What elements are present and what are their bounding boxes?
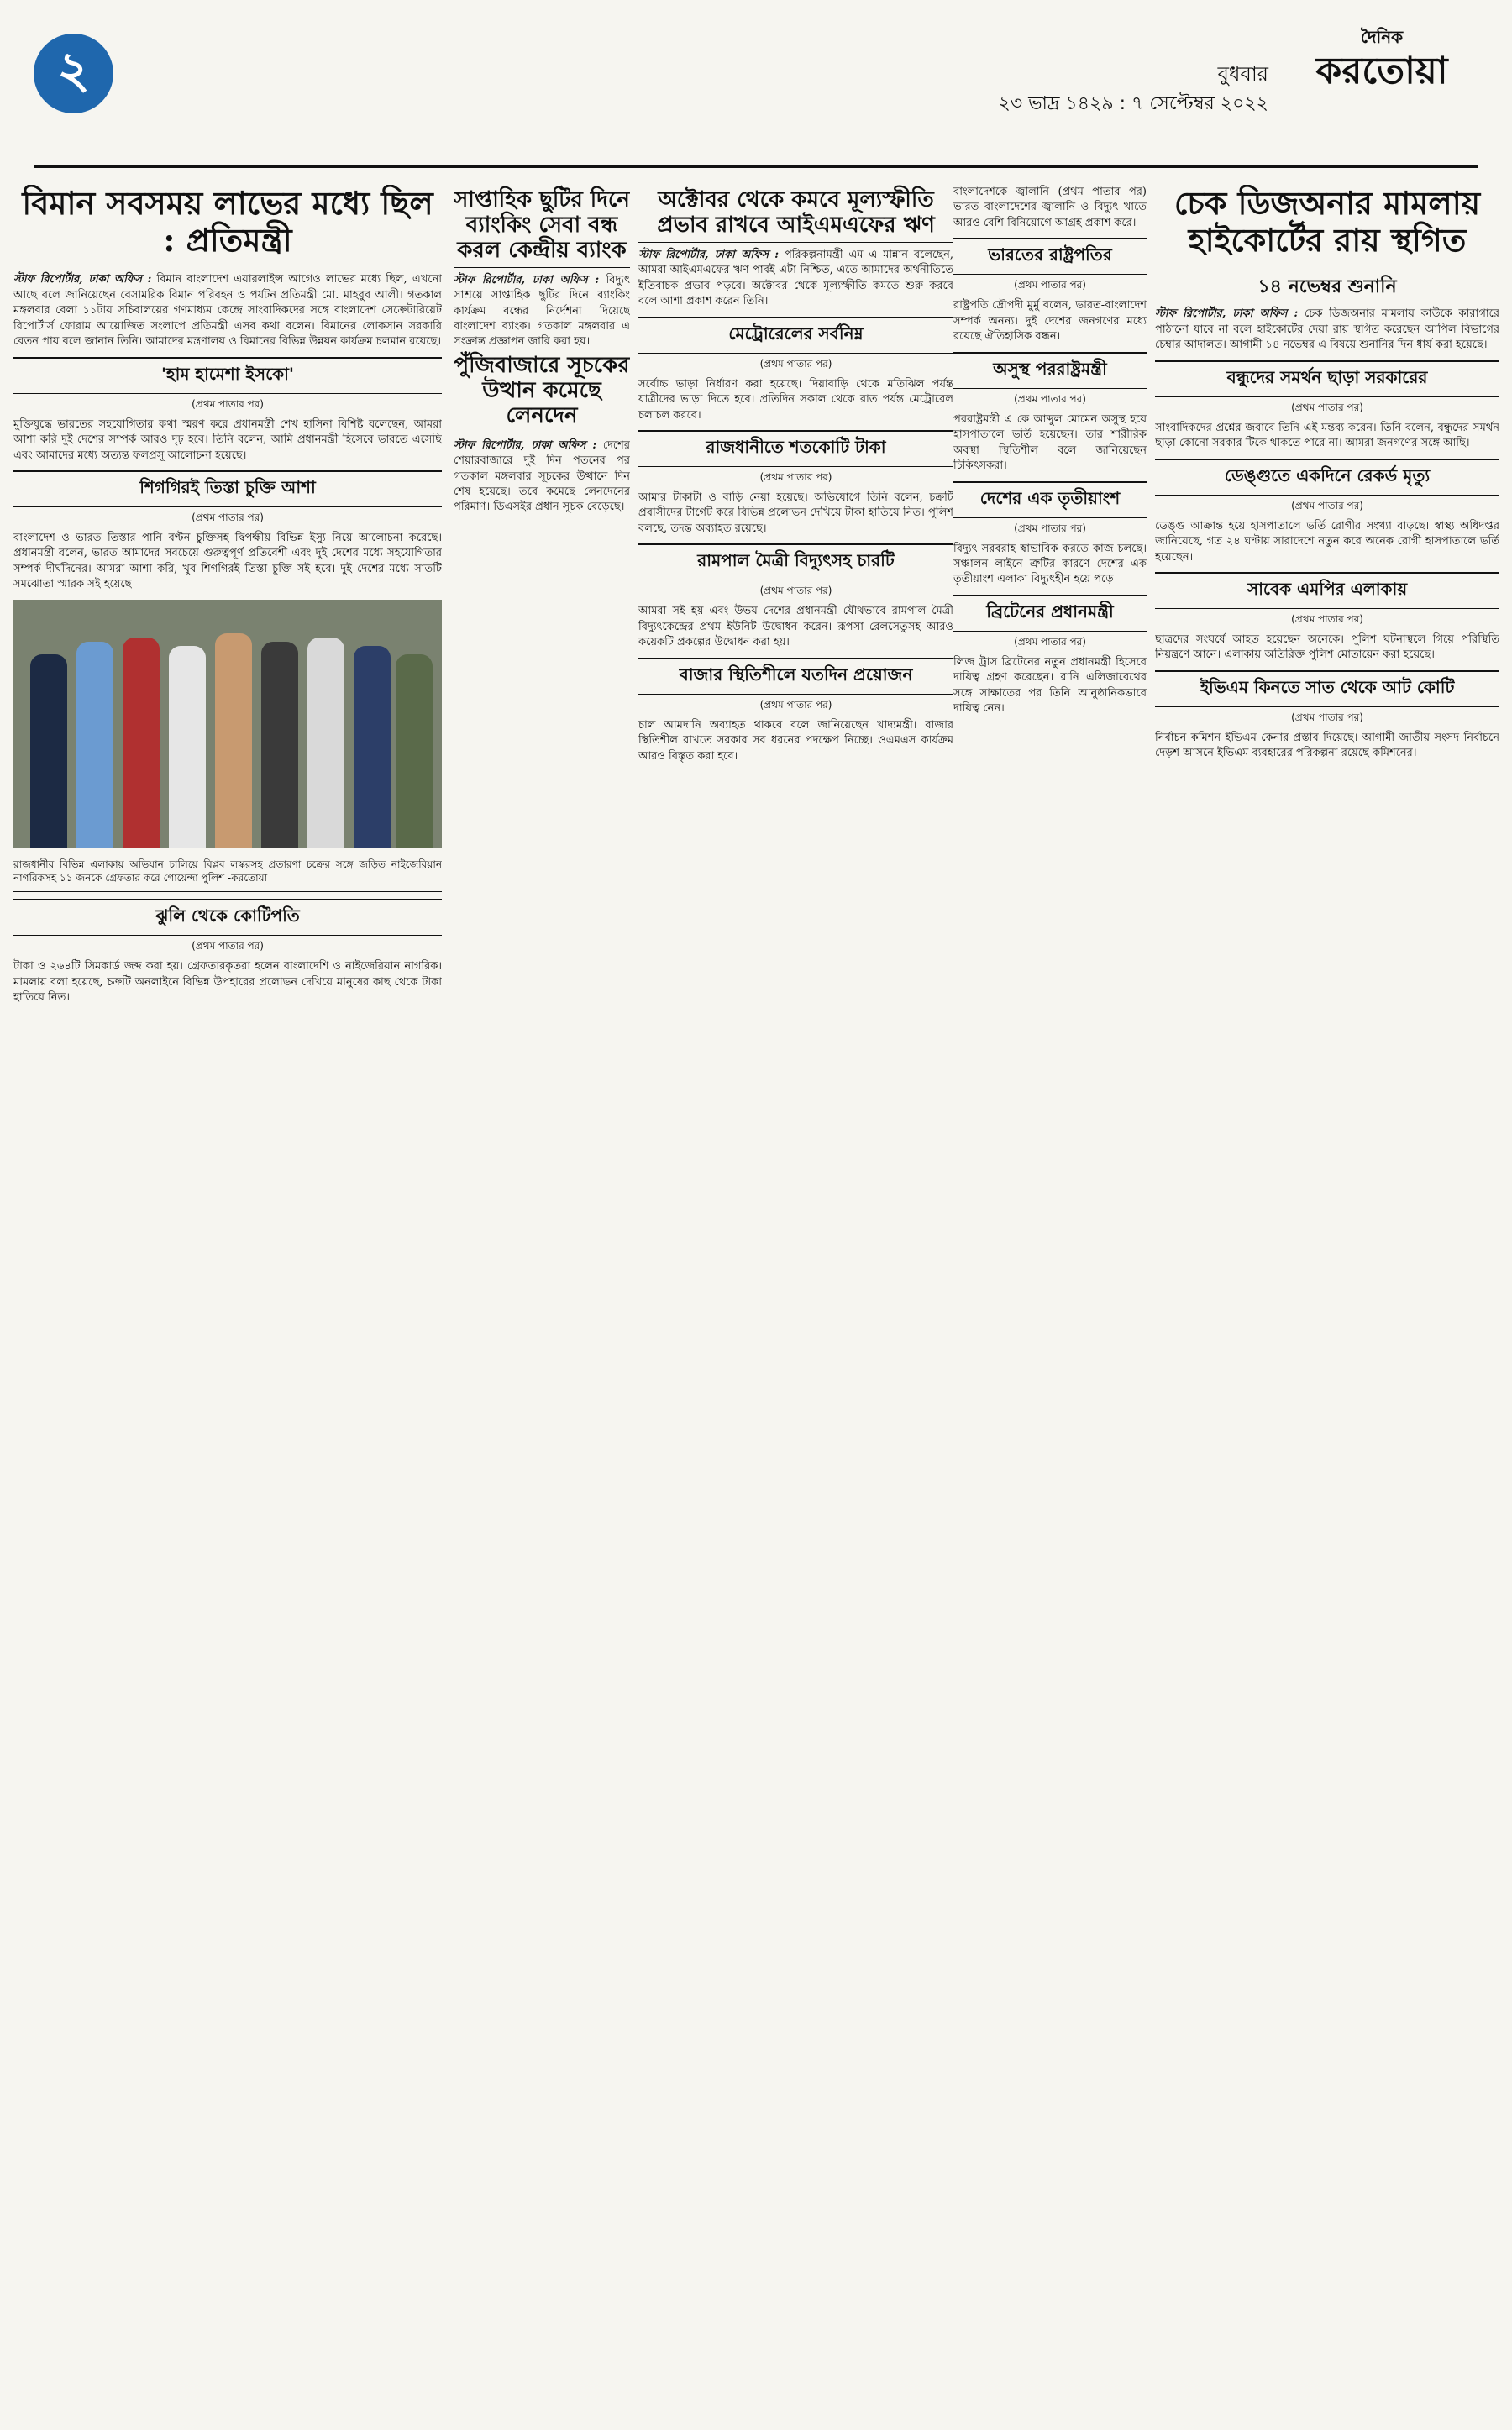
article-text: বিমান বাংলাদেশ এয়ারলাইন্স আগেও লাভের মধ্যে ছিল, এখনো আছে বলে জানিয়েছেন বেসামরিক বিমান পরিবহন ও পর্যটন প্রতিমন্ত্রী মো. মাহবুব আলী। গতকাল মঙ্গলবার বেলা ১১টায় সচিবালয়ের গণমাধ্যম কেন্দ্রে সাংবাদিকদের সঙ্গে বাংলাদেশ সেক্রেটারিয়েট রিপোর্টার্স ফোরাম আয়োজিত সংলাপে প্রতিমন্ত্রী এসব কথা বলেন। বিমানের লোকসান সরকারি বেতন পায় বলে জানান তিনি। আমাদের মন্ত্রণালয় ও বিমানের বিভিন্ন উন্নয়ন কার্যক্রম চলমান রয়েছে। <box>13 273 442 349</box>
article-evm: নির্বাচন কমিশন ইভিএম কেনার প্রস্তাব দিয়েছে। আগামী জাতীয় সংসদ নির্বাচনে দেড়শ আসনে ইভিএম ব্যবহারের পরিকল্পনা রয়েছে কমিশনের। <box>1155 731 1499 760</box>
headline-evm: ইভিএম কিনতে সাত থেকে আট কোটি <box>1155 670 1499 707</box>
page-number: ২ <box>34 34 113 113</box>
newspaper-logo <box>1285 25 1478 90</box>
headline-dengue: ডেঙ্গুতে একদিনে রেকর্ড মৃত্যু <box>1155 459 1499 496</box>
news-photo-arrest <box>13 600 442 848</box>
article-blackout: বিদ্যুৎ সরবরাহ স্বাভাবিক করতে কাজ চলছে। সঞ্চালন লাইনে ত্রুটির কারণে দেশের এক তৃতীয়াংশ এলাকা বিদ্যুৎহীন হয়ে পড়ে। <box>953 542 1147 586</box>
continued-note: (প্রথম পাতার পর) <box>759 357 832 370</box>
headline-biman: বিমান সবসময় লাভের মধ্যে ছিল : প্রতিমন্ত্রী <box>13 185 442 265</box>
logo-name: করতোয়া <box>1315 50 1448 92</box>
continued-note: (প্রথম পাতার পর) <box>759 698 832 711</box>
headline-jhuli: ঝুলি থেকে কোটিপতি <box>13 899 442 936</box>
headline-cheque: চেক ডিজঅনার মামলায় হাইকোর্টের রায় স্থগিত <box>1155 185 1499 265</box>
article-text: পরিকল্পনামন্ত্রী এম এ মান্নান বলেছেন, আমরা আইএমএফের ঋণ পাবই এটা নিশ্চিত, এতে আমাদের অর্থনীতিতে ইতিবাচক প্রভাব পড়বে। অক্টোবর থেকে মূল্যস্ফীতি কমতে শুরু করবে বলে আশা প্রকাশ করেন তিনি। <box>638 248 953 308</box>
headline-bank: সাপ্তাহিক ছুটির দিনে ব্যাংকিং সেবা বন্ধ করল কেন্দ্রীয় ব্যাংক <box>454 185 630 268</box>
headline-ham: 'হাম হামেশা ইসকো' <box>13 357 442 394</box>
article-jhuli: টাকা ও ২৬৪টি সিমকার্ড জব্দ করা হয়। গ্রেফতারকৃতরা হলেন বাংলাদেশি ও নাইজেরিয়ান নাগরিক। মামলায় বলা হয়েছে, চক্রটি অনলাইনে বিভিন্ন উপহারের প্রলোভন দেখিয়ে মানুষের কাছ থেকে টাকা হাতিয়ে নিত। <box>13 960 442 1005</box>
article-energy: বাংলাদেশকে জ্বালানি (প্রথম পাতার পর) ভারত বাংলাদেশের জ্বালানি ও বিদ্যুৎ খাতে আরও বেশি বিনিয়োগে আগ্রহ প্রকাশ করে। <box>953 186 1147 229</box>
continued-note: (প্রথম পাতার পর) <box>1014 522 1086 534</box>
continued-note: (প্রথম পাতার পর) <box>1291 401 1363 413</box>
article-foreign-minister: পররাষ্ট্রমন্ত্রী এ কে আব্দুল মোমেন অসুস্থ হয়ে হাসপাতালে ভর্তি হয়েছেন। তার শারীরিক অবস্থা স্থিতিশীল বলে জানিয়েছেন চিকিৎসকরা। <box>953 412 1147 473</box>
article-inflation <box>638 248 953 310</box>
article-text: দেশের শেয়ারবাজারে দুই দিন পতনের পর গতকাল মঙ্গলবার সূচকের উত্থানে দিন শেষ হয়েছে। তবে কমেছে লেনদেনের পরিমাণ। ডিএসইর প্রধান সূচক বেড়েছে। <box>454 438 630 514</box>
article-biman <box>13 272 442 349</box>
column-5 <box>1155 185 1499 762</box>
article-text: চেক ডিজঅনার মামলায় কাউকে কারাগারে পাঠানো যাবে না বলে হাইকোর্টের দেয়া রায় স্থগিত করেছেন আপিল বিভাগের চেম্বার আদালত। আগামী ১৪ নভেম্বর এ বিষয়ে শুনানির দিন ধার্য করা হয়েছে। <box>1155 307 1499 352</box>
continued-note: (প্রথম পাতার পর) <box>1291 613 1363 625</box>
article-crore: আমার টাকাটা ও বাড়ি নেয়া হয়েছে। অভিযোগে তিনি বলেন, চক্রটি প্রবাসীদের টার্গেট করে বিভিন্ন প্রলোভন দেখিয়ে টাকা হাতিয়ে নিত। পুলিশ বলছে, তদন্ত অব্যাহত রয়েছে। <box>638 491 953 535</box>
photo-caption: রাজধানীর বিভিন্ন এলাকায় অভিযান চালিয়ে বিপ্লব লস্করসহ প্রতারণা চক্রের সঙ্গে জড়িত নাইজেরিয়ান নাগরিকসহ ১১ জনকে গ্রেফতার করে গোয়েন্দা পুলিশ -করতোয়া <box>13 854 442 892</box>
headline-blackout: দেশের এক তৃতীয়াংশ <box>953 481 1147 518</box>
continued-note: (প্রথম পাতার পর) <box>759 470 832 483</box>
continued-note: (প্রথম পাতার পর) <box>1291 711 1363 723</box>
headline-market: বাজার স্থিতিশীলে যতদিন প্রয়োজন <box>638 658 953 695</box>
headline-rampal: রামপাল মৈত্রী বিদ্যুৎসহ চারটি <box>638 543 953 580</box>
headline-crore: রাজধানীতে শতকোটি টাকা <box>638 430 953 467</box>
continued-note: (প্রথম পাতার পর) <box>1014 392 1086 405</box>
byline: স্টাফ রিপোর্টার, ঢাকা অফিস : <box>638 248 780 261</box>
byline: স্টাফ রিপোর্টার, ঢাকা অফিস : <box>454 273 600 286</box>
byline: স্টাফ রিপোর্টার, ঢাকা অফিস : <box>1155 307 1299 321</box>
headline-mp: সাবেক এমপির এলাকায় <box>1155 572 1499 609</box>
headline-tista: শিগগিরই তিস্তা চুক্তি আশা <box>13 470 442 507</box>
byline: স্টাফ রিপোর্টার, ঢাকা অফিস : <box>13 273 152 286</box>
column-4 <box>953 185 1147 717</box>
headline-inflation: অক্টোবর থেকে কমবে মূল্যস্ফীতি প্রভাব রাখবে আইএমএফের ঋণ <box>638 185 953 243</box>
continued-note: (প্রথম পাতার পর) <box>1014 279 1086 291</box>
article-mp: ছাত্রদের সংঘর্ষে আহত হয়েছেন অনেকে। পুলিশ ঘটনাস্থলে গিয়ে পরিস্থিতি নিয়ন্ত্রণে আনে। এলাকায় অতিরিক্ত পুলিশ মোতায়েন করা হয়েছে। <box>1155 633 1499 662</box>
continued-note: (প্রথম পাতার পর) <box>1291 499 1363 512</box>
article-britain: লিজ ট্রাস ব্রিটেনের নতুন প্রধানমন্ত্রী হিসেবে দায়িত্ব গ্রহণ করেছেন। রানি এলিজাবেথের সঙ্গে সাক্ষাতের পর তিনি আনুষ্ঠানিকভাবে দায়িত্ব নেন। <box>953 655 1147 716</box>
article-market: চাল আমদানি অব্যাহত থাকবে বলে জানিয়েছেন খাদ্যমন্ত্রী। বাজার স্থিতিশীল রাখতে সরকার সব ধরনের পদক্ষেপ নিচ্ছে। ওএমএস কার্যক্রম আরও বিস্তৃত করা হবে। <box>638 718 953 763</box>
article-ham: মুক্তিযুদ্ধে ভারতের সহযোগিতার কথা স্মরণ করে প্রধানমন্ত্রী শেখ হাসিনা বিশিষ্ট বলেছেন, আমরা আশা করি দুই দেশের সম্পর্ক আরও দৃঢ় হবে। তিনি বলেন, আমি প্রধানমন্ত্রী হিসেবে ভারতে এসেছি এবং আমাদের মধ্যে অত্যন্ত ফলপ্রসূ আলোচনা হয়েছে। <box>13 417 442 462</box>
headline-britain: ব্রিটেনের প্রধানমন্ত্রী <box>953 595 1147 632</box>
article-stock <box>454 438 630 516</box>
article-text: বিদ্যুৎ সাশ্রয়ে সাপ্তাহিক ছুটির দিনে ব্যাংকিং কার্যক্রম বন্ধের নির্দেশনা দিয়েছে বাংলাদেশ ব্যাংক। গতকাল মঙ্গলবার এ সংক্রান্ত প্রজ্ঞাপন জারি করা হয়। <box>454 273 630 349</box>
byline: স্টাফ রিপোর্টার, ঢাকা অফিস : <box>454 438 597 452</box>
column-2 <box>454 185 630 516</box>
article-bank <box>454 273 630 350</box>
headline-foreign-minister: অসুস্থ পররাষ্ট্রমন্ত্রী <box>953 352 1147 389</box>
continued-note: (প্রথম পাতার পর) <box>759 585 832 597</box>
continued-note: (প্রথম পাতার পর) <box>192 512 264 523</box>
headline-friends: বন্ধুদের সমর্থন ছাড়া সরকারের <box>1155 360 1499 397</box>
article-president: রাষ্ট্রপতি দ্রৌপদী মুর্মু বলেন, ভারত-বাংলাদেশ সম্পর্ক অনন্য। দুই দেশের জনগণের মধ্যে রয়েছে ঐতিহাসিক বন্ধন। <box>953 299 1147 344</box>
headline-metro: মেট্রোরেলের সর্বনিম্ন <box>638 317 953 354</box>
column-1 <box>13 185 442 1006</box>
article-rampal: আমরা সই হয় এবং উভয় দেশের প্রধানমন্ত্রী যৌথভাবে রামপাল মৈত্রী বিদ্যুৎকেন্দ্রের প্রথম ইউনিট উদ্বোধন করেন। রূপসা রেলসেতুসহ আরও কয়েকটি প্রকল্পের উদ্বোধন করা হয়। <box>638 605 953 649</box>
article-dengue: ডেঙ্গু আক্রান্ত হয়ে হাসপাতালে ভর্তি রোগীর সংখ্যা বাড়ছে। স্বাস্থ্য অধিদপ্তর জানিয়েছে, গত ২৪ ঘণ্টায় সারাদেশে নতুন করে অনেক রোগী হাসপাতালে ভর্তি হয়েছেন। <box>1155 519 1499 564</box>
column-3 <box>638 185 953 764</box>
headline-stock: পুঁজিবাজারে সূচকের উত্থান কমেছে লেনদেন <box>454 350 630 433</box>
continued-note: (প্রথম পাতার পর) <box>192 397 264 410</box>
continued-note: (প্রথম পাতার পর) <box>1014 635 1086 648</box>
article-metro: সর্বোচ্চ ভাড়া নির্ধারণ করা হয়েছে। দিয়াবাড়ি থেকে মতিঝিল পর্যন্ত যাত্রীদের ভাড়া দিতে হবে। প্রতিদিন সকাল থেকে রাত পর্যন্ত মেট্রোরেল চলাচল করবে। <box>638 377 953 422</box>
continued-note: (প্রথম পাতার পর) <box>192 940 264 953</box>
issue-day: বুধবার <box>1217 62 1268 86</box>
masthead <box>34 25 1478 168</box>
headline-president: ভারতের রাষ্ট্রপতির <box>953 238 1147 275</box>
article-friends: সাংবাদিকদের প্রশ্নের জবাবে তিনি এই মন্তব্য করেন। তিনি বলেন, বন্ধুদের সমর্থন ছাড়া কোনো সরকার টিকে থাকতে পারে না। আমরা জনগণের সঙ্গে আছি। <box>1155 421 1499 450</box>
article-tista: বাংলাদেশ ও ভারত তিস্তার পানি বণ্টন চুক্তিসহ দ্বিপক্ষীয় বিভিন্ন ইস্যু নিয়ে আলোচনা করেছে। প্রধানমন্ত্রী বলেন, ভারত আমাদের সবচেয়ে গুরুত্বপূর্ণ প্রতিবেশী এবং দুই দেশের মধ্যে সহযোগিতার সম্পর্ক দীর্ঘদিনের। আমরা আশা করি, খুব শিগগিরই তিস্তা চুক্তি সই হবে। দুই দেশের মধ্যে সাতটি সমঝোতা স্মারক সই হয়েছে। <box>13 532 442 591</box>
issue-date: ২৩ ভাদ্র ১৪২৯ : ৭ সেপ্টেম্বর ২০২২ <box>998 93 1268 114</box>
article-cheque <box>1155 307 1499 353</box>
kicker-hearing: ১৪ নভেম্বর শুনানি <box>1257 276 1397 298</box>
logo-prefix: দৈনিক <box>1360 27 1404 47</box>
